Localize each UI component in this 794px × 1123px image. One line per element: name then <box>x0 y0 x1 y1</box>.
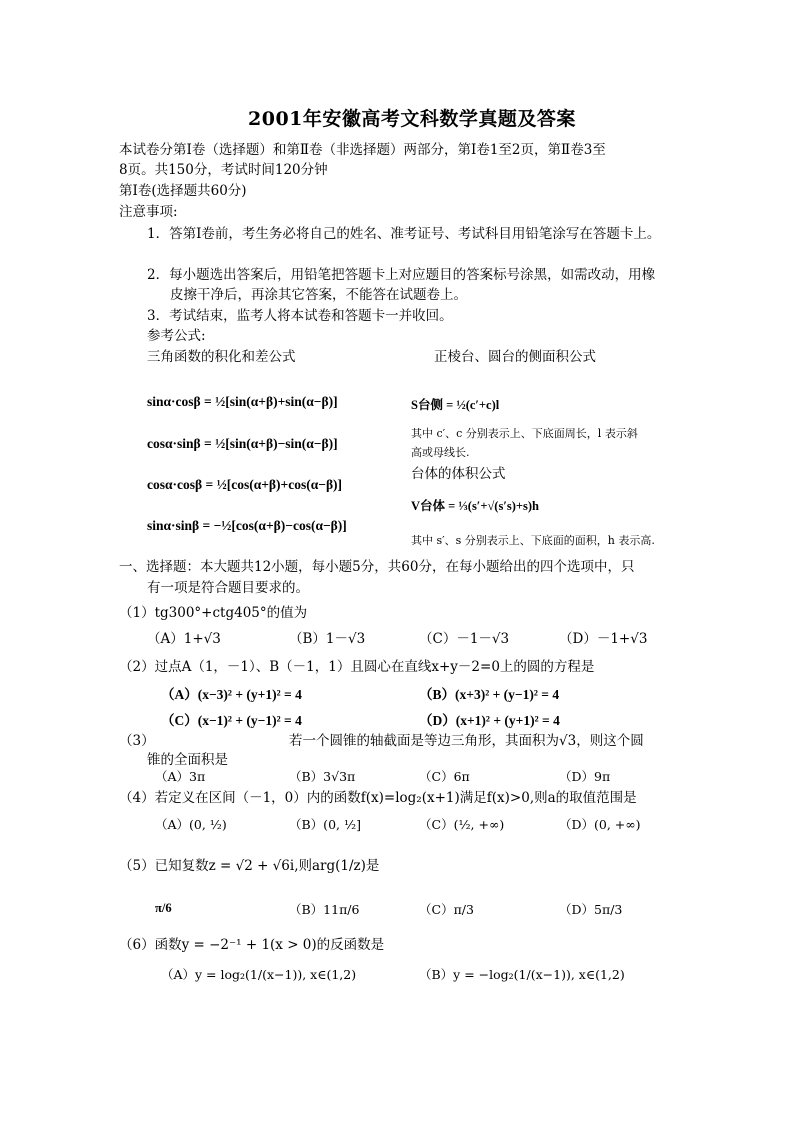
question-5-option-d: （D）5π/3 <box>559 902 623 917</box>
question-3-option-b: （B）3√3π <box>289 769 356 784</box>
section-instructions-1: 一、选择题：本大题共12小题，每小题5分，共60分，在每小题给出的四个选项中，只 <box>119 559 635 575</box>
question-3-option-a: （A）3π <box>155 769 206 784</box>
question-2-option-c: （C）(x−1)² + (y−1)² = 4 <box>161 713 302 728</box>
part1-header: 第Ⅰ卷(选择题共60分) <box>119 183 247 199</box>
notice-item-1: 1．答第Ⅰ卷前，考生务必将自己的姓名、准考证号、考试科目用铅笔涂写在答题卡上。 <box>147 226 661 242</box>
formula-sin-sin: sinα·sinβ = −½[cos(α+β)−cos(α−β)] <box>147 518 347 533</box>
question-5-option-c: （C）π/3 <box>419 902 474 917</box>
question-2-option-b: （B）(x+3)² + (y−1)² = 4 <box>419 687 560 702</box>
question-4-option-a: （A）(0, ½) <box>155 817 227 832</box>
notice-header: 注意事项: <box>119 204 178 220</box>
question-3-stem: 若一个圆锥的轴截面是等边三角形，其面积为√3，则这个圆 <box>289 733 644 749</box>
formula-cos-cos: cosα·cosβ = ½[cos(α+β)+cos(α−β)] <box>147 477 343 492</box>
intro-line-1: 本试卷分第Ⅰ卷（选择题）和第Ⅱ卷（非选择题）两部分，第Ⅰ卷1至2页，第Ⅱ卷3至 <box>119 142 606 158</box>
formula-cos-sin: cosα·sinβ = ½[sin(α+β)−sin(α−β)] <box>147 436 338 451</box>
formula-volume: V台体 = ⅓(s′+√(s′s)+s)h <box>411 499 539 513</box>
question-6-option-b: （B）y = −log₂(1/(x−1)), x∈(1,2) <box>419 967 625 982</box>
page-title: 2001年安徽高考文科数学真题及答案 <box>248 108 576 130</box>
formula-sin-cos: sinα·cosβ = ½[sin(α+β)+sin(α−β)] <box>147 394 338 409</box>
question-5-stem: （5）已知复数z = √2 + √6i,则arg(1/z)是 <box>119 858 380 874</box>
question-6-stem: （6）函数y = −2⁻¹ + 1(x > 0)的反函数是 <box>119 937 385 953</box>
question-4-stem: （4）若定义在区间（－1，0）内的函数f(x)=log₂(x+1)满足f(x)>0,则a的取值范围是 <box>119 790 637 806</box>
question-5-option-b: （B）11π/6 <box>289 902 360 917</box>
question-5-option-a: π/6 <box>155 901 172 915</box>
question-1-option-c: （C）－1－√3 <box>419 631 510 647</box>
formula-right-header: 正棱台、圆台的侧面积公式 <box>434 349 596 365</box>
notice-item-2-cont: 皮擦干净后，再涂其它答案，不能答在试题卷上。 <box>170 287 467 303</box>
question-2-option-a: （A）(x−3)² + (y+1)² = 4 <box>161 687 302 702</box>
question-3-option-d: （D）9π <box>559 769 611 784</box>
question-1-option-d: （D）－1+√3 <box>559 631 648 647</box>
question-3-option-c: （C）6π <box>419 769 470 784</box>
question-6-option-a: （A）y = log₂(1/(x−1)), x∈(1,2) <box>161 967 357 982</box>
intro-line-2: 8页。共150分，考试时间120分钟 <box>119 162 328 178</box>
question-2-stem: （2）过点A（1，－1）、B（－1，1）且圆心在直线x+y－2=0上的圆的方程是 <box>119 659 595 675</box>
reference-header: 参考公式: <box>147 328 206 344</box>
question-2-option-d: （D）(x+1)² + (y+1)² = 4 <box>419 713 560 728</box>
question-1-option-b: （B）1－√3 <box>289 631 366 647</box>
lateral-area-note-2: 高或母线长. <box>411 446 470 459</box>
notice-item-2: 2．每小题选出答案后，用铅笔把答题卡上对应题目的答案标号涂黑，如需改动，用橡 <box>147 267 656 283</box>
question-1-option-a: （A）1+√3 <box>147 631 221 647</box>
section-instructions-2: 有一项是符合题目要求的。 <box>147 580 309 596</box>
question-4-option-b: （B）(0, ½] <box>289 817 361 832</box>
question-1-stem: （1）tg300°+ctg405°的值为 <box>119 605 308 621</box>
question-3-number: （3） <box>119 733 155 749</box>
lateral-area-note-1: 其中 c′、c 分别表示上、下底面周长，l 表示斜 <box>411 427 638 440</box>
formula-lateral-area: S台侧 = ½(c′+c)l <box>411 398 500 412</box>
question-3-stem-cont: 锥的全面积是 <box>147 752 228 768</box>
formula-left-header: 三角函数的积化和差公式 <box>147 349 296 365</box>
notice-item-3: 3．考试结束，监考人将本试卷和答题卡一并收回。 <box>147 308 453 324</box>
volume-header: 台体的体积公式 <box>411 466 506 482</box>
question-4-option-c: （C）(½, +∞) <box>419 817 505 832</box>
question-4-option-d: （D）(0, +∞) <box>559 817 641 832</box>
volume-note: 其中 s′、s 分别表示上、下底面的面积，h 表示高. <box>411 534 655 547</box>
